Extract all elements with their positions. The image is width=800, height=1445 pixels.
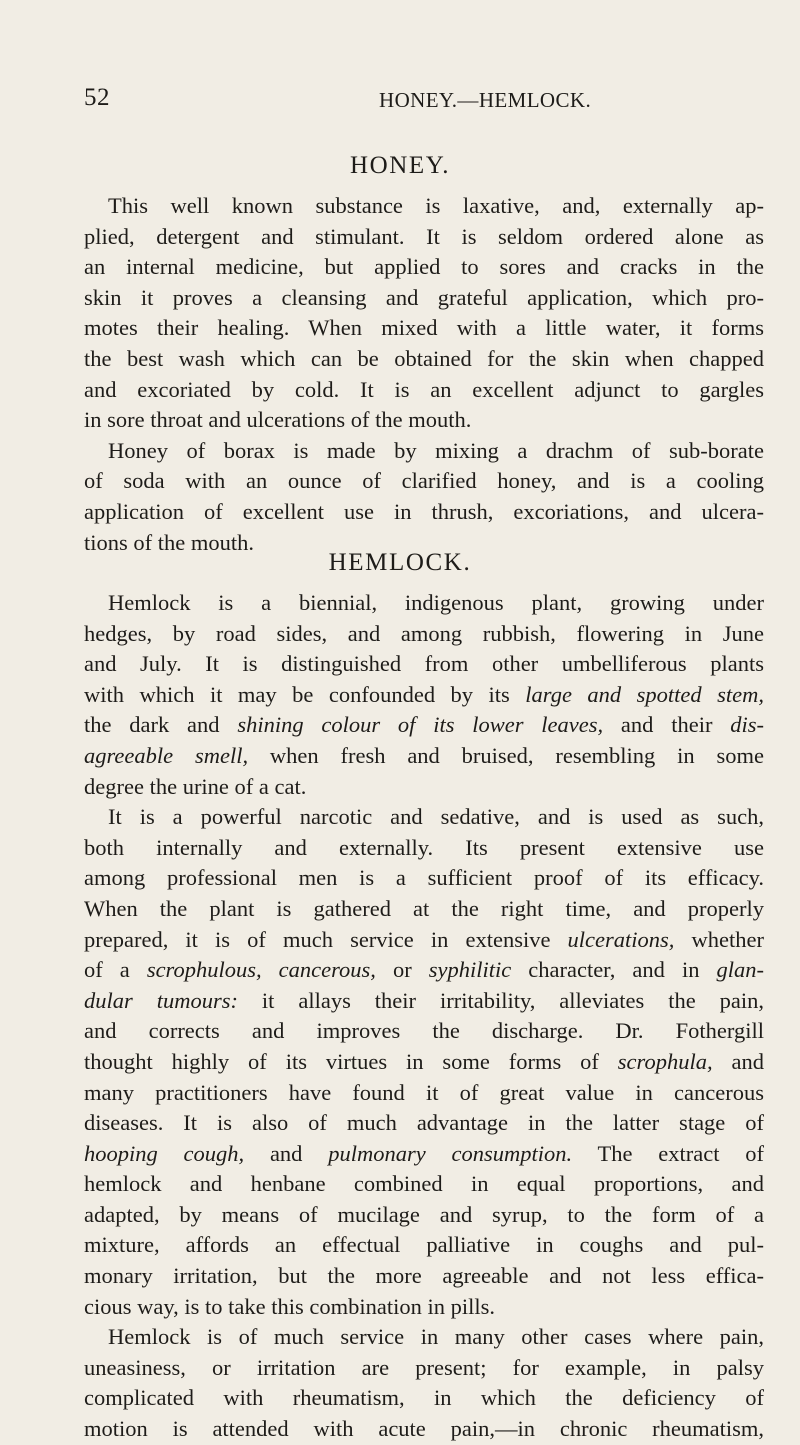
text-line: agreeable smell, when fresh and bruised, resembling in some	[84, 742, 764, 768]
text-line: diseases. It is also of much advantage in the latter stage of	[84, 1110, 764, 1136]
text-line: motion is attended with acute pain,—in chronic rheumatism,	[84, 1416, 764, 1442]
text-line: hemlock and henbane combined in equal proportions, and	[84, 1171, 764, 1197]
text-line: application of excellent use in thrush, excoriations, and ulcera-	[84, 498, 764, 524]
text-line: the best wash which can be obtained for the skin when chapped	[84, 345, 764, 371]
text-line: monary irritation, but the more agreeable and not less effica-	[84, 1263, 764, 1289]
page-number: 52	[84, 84, 110, 111]
text-line: and July. It is distinguished from other umbelliferous plants	[84, 651, 764, 677]
text-line: adapted, by means of mucilage and syrup, to the form of a	[84, 1201, 764, 1227]
hemlock-text	[84, 588, 764, 1445]
text-line: It is a powerful narcotic and sedative, and is used as such,	[108, 804, 764, 830]
text-line: with which it may be confounded by its large and spotted stem,	[84, 681, 764, 707]
text-line: many practitioners have found it of great value in cancerous	[84, 1079, 764, 1105]
text-line: complicated with rheumatism, in which the deficiency of	[84, 1385, 764, 1411]
text-line: Hemlock is of much service in many other cases where pain,	[108, 1324, 764, 1350]
text-line: mixture, affords an effectual palliative in coughs and pul-	[84, 1232, 764, 1258]
text-line: hedges, by road sides, and among rubbish, flowering in June	[84, 620, 764, 646]
text-line: thought highly of its virtues in some forms of scrophula, and	[84, 1048, 764, 1074]
text-line: of a scrophulous, cancerous, or syphilitic character, and in glan-	[84, 957, 764, 983]
text-line: cious way, is to take this combination in pills.	[84, 1293, 495, 1319]
text-line: degree the urine of a cat.	[84, 773, 307, 799]
text-line: motes their healing. When mixed with a little water, it forms	[84, 315, 764, 341]
text-line: and excoriated by cold. It is an excellent adjunct to gargles	[84, 376, 764, 402]
text-line: and corrects and improves the discharge. Dr. Fothergill	[84, 1018, 764, 1044]
text-line: among professional men is a sufficient proof of its efficacy.	[84, 865, 764, 891]
section-title-hemlock: HEMLOCK.	[328, 549, 472, 576]
text-line: Honey of borax is made by mixing a drachm of sub-borate	[108, 437, 764, 463]
text-line: uneasiness, or irritation are present; for example, in palsy	[84, 1354, 764, 1380]
text-line: the dark and shining colour of its lower leaves, and their dis-	[84, 712, 764, 738]
text-line: hooping cough, and pulmonary consumption. The extract of	[84, 1140, 764, 1166]
text-line: prepared, it is of much service in extensive ulcerations, whether	[84, 926, 764, 952]
section-title-honey: HONEY.	[349, 152, 451, 179]
text-line: tions of the mouth.	[84, 529, 254, 555]
text-line: plied, detergent and stimulant. It is seldom ordered alone as	[84, 223, 764, 249]
text-line: This well known substance is laxative, and, externally ap-	[108, 193, 764, 218]
text-line: When the plant is gathered at the right time, and properly	[84, 895, 764, 921]
page-header	[84, 84, 752, 118]
text-line: dular tumours: it allays their irritability, alleviates the pain,	[84, 987, 765, 1013]
honey-text	[84, 191, 764, 558]
text-line: skin it proves a cleansing and grateful application, which pro-	[84, 284, 764, 310]
text-line: an internal medicine, but applied to sores and cracks in the	[84, 254, 764, 280]
running-head: HONEY.—HEMLOCK.	[379, 88, 592, 112]
text-line: in sore throat and ulcerations of the mouth.	[84, 407, 472, 433]
text-line: of soda with an ounce of clarified honey, and is a cooling	[84, 468, 764, 494]
text-line: Hemlock is a biennial, indigenous plant, growing under	[108, 590, 764, 615]
text-line: both internally and externally. Its present extensive use	[84, 834, 764, 860]
